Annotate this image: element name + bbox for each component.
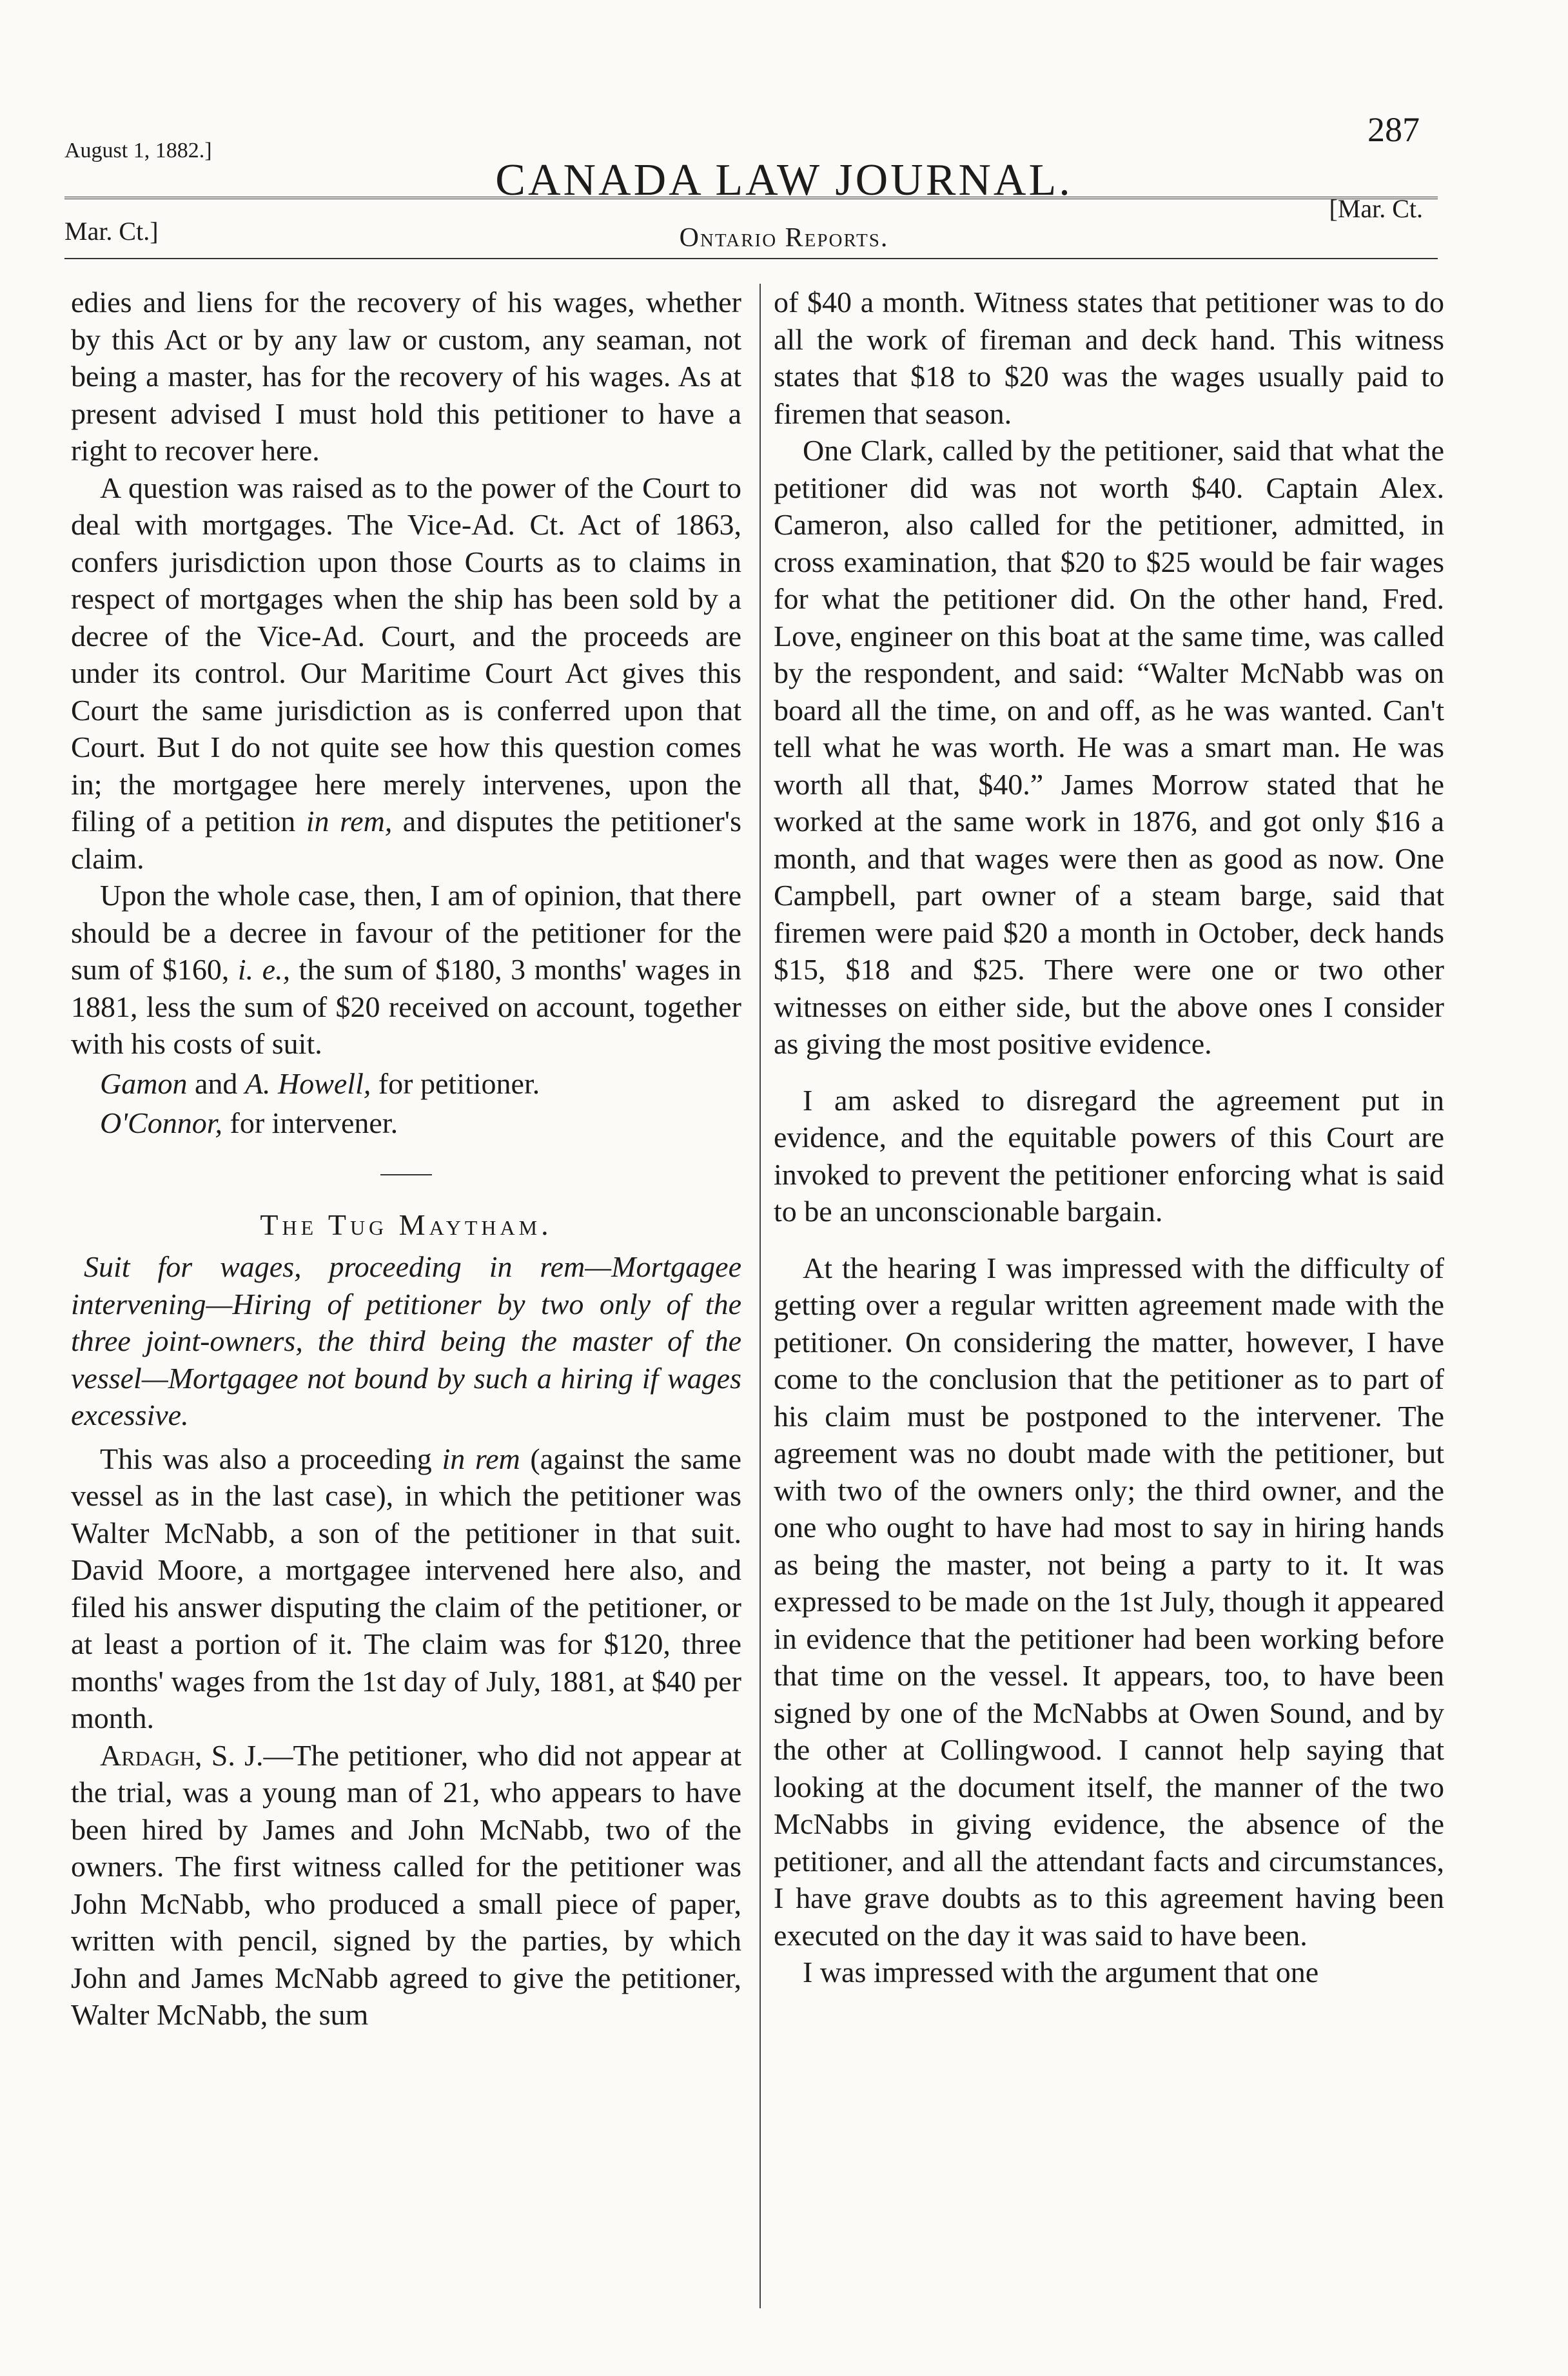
counsel-line: Gamon and A. Howell, for petitioner. — [100, 1066, 540, 1100]
paragraph: I am asked to disregard the agreement put in evidence, and the equitable powers of this Court are invoked to prevent the petitioner enforcing what is said to be an unconscionable bargain. — [774, 1083, 1444, 1228]
judge-name: Ardagh, S. J. — [100, 1738, 264, 1772]
counsel-line: O'Connor, for intervener. — [100, 1106, 398, 1139]
header-date: August 1, 1882.] — [64, 139, 212, 162]
paragraph: of $40 a month. Witness states that petitioner was to do all the work of fireman and deck hand. This witness states that $18 to $20 was the wages usually paid to firemen that season. — [774, 286, 1444, 430]
column-divider — [760, 284, 761, 2308]
paragraph: At the hearing I was impressed with the difficulty of getting over a regular written agreement made with the petitioner. On considering the matter, however, I have come to the conclusion that the petitioner as to part of his claim must be postponed to the intervener. The agreement was no doubt made with the petitioner, but with two of the owners only; the third owner, and the one who ought to have had most to say in hiring hands as being the master, not being a party to it. It was expressed to be made on the 1st July, though it appeared in evidence that the petitioner had been working before that time on the vessel. It appears, too, to have been signed by one of the McNabbs at Owen Sound, and by the other at Collingwood. I cannot help saying that looking at the document itself, the manner of the two McNabbs in giving evidence, the absence of the petitioner, and all the attendant facts and circumstances, I have grave doubts as to this agreement having been executed on the day it was said to have been. — [774, 1251, 1444, 1952]
paragraph: A question was raised as to the power of the Court to deal with mortgages. The Vice-Ad. Ct. Act of 1863, confers jurisdiction upon those Courts as to claims in respect of mortgages when the ship has been sold by a decree of the Vice-Ad. Court, and the proceeds are under its control. Our Maritime Court Act gives this Court the same jurisdiction as is conferred upon that Court. But I do not quite see how this question comes in; the mortgagee here merely intervenes, upon the filing of a petition in rem, and disputes the petitioner's claim. — [71, 471, 741, 875]
journal-title: CANADA LAW JOURNAL. — [495, 155, 1073, 205]
paragraph: I was impressed with the argument that one — [803, 1956, 1319, 1988]
headnote: Suit for wages, proceeding in rem—Mortgagee intervening—Hiring of petitioner by two only of the three joint-owners, the third being the master of the vessel—Mortgagee not bound by such a hiring if wages excessive. — [71, 1250, 741, 1431]
section-title: Ontario Reports. — [679, 223, 889, 253]
paragraph: This was also a proceeding in rem (against the same vessel as in the last case), in which the petitioner was Walter McNabb, a son of the petitioner in that suit. David Moore, a mortgagee intervened here also, and filed his answer disputing the claim of the petitioner, or at least a portion of it. The claim was for $120, three months' wages from the 1st day of July, 1881, at $40 per month. — [71, 1442, 742, 1734]
court-right: [Mar. Ct. — [1329, 194, 1423, 223]
case-title: The Tug Maytham. — [260, 1208, 553, 1241]
left-column — [71, 284, 741, 2034]
right-column — [774, 284, 1444, 1991]
header-rule — [64, 197, 1438, 199]
paragraph: edies and liens for the recovery of his wages, whether by this Act or by any law or custom, any seaman, not being a master, has for the recovery of his wages. As at present advised I must hold this petitioner to have a right to recover here. — [71, 286, 741, 467]
paragraph: Ardagh, S. J.—The petitioner, who did not appear at the trial, was a young man of 21, who appears to have been hired by James and John McNabb, two of the owners. The first witness called for the petitioner was John McNabb, who produced a small piece of paper, written with pencil, signed by the parties, by which John and James McNabb agreed to give the petitioner, Walter McNabb, the sum — [71, 1738, 741, 2031]
paragraph: Upon the whole case, then, I am of opinion, that there should be a decree in favour of the petitioner for the sum of $160, i. e., the sum of $180, 3 months' wages in 1881, less the sum of $20 received on account, together with his costs of suit. — [71, 879, 742, 1060]
subheader-rule — [64, 258, 1438, 259]
section-separator — [380, 1174, 432, 1175]
paragraph: One Clark, called by the petitioner, said that what the petitioner did was not worth $40. Captain Alex. Cameron, also called for the petitioner, admitted, in cross examination, that $20 to $25 would be fair wages for what the petitioner did. On the other hand, Fred. Love, engineer on this boat at the same time, was called by the respondent, and said: “Walter McNabb was on board all the time, on and off, as he was wanted. Can't tell what he was worth. He was a smart man. He was worth all that, $40.” James Morrow stated that he worked at the same work in 1876, and got only $16 a month, and that wages were then as good as now. One Campbell, part owner of a steam barge, said that firemen were paid $20 a month in October, deck hands $15, $18 and $25. There were one or two other witnesses on either side, but the above ones I consider as giving the most positive evidence. — [774, 434, 1444, 1060]
court-left: Mar. Ct.] — [64, 217, 159, 246]
page-number: 287 — [1367, 110, 1420, 149]
